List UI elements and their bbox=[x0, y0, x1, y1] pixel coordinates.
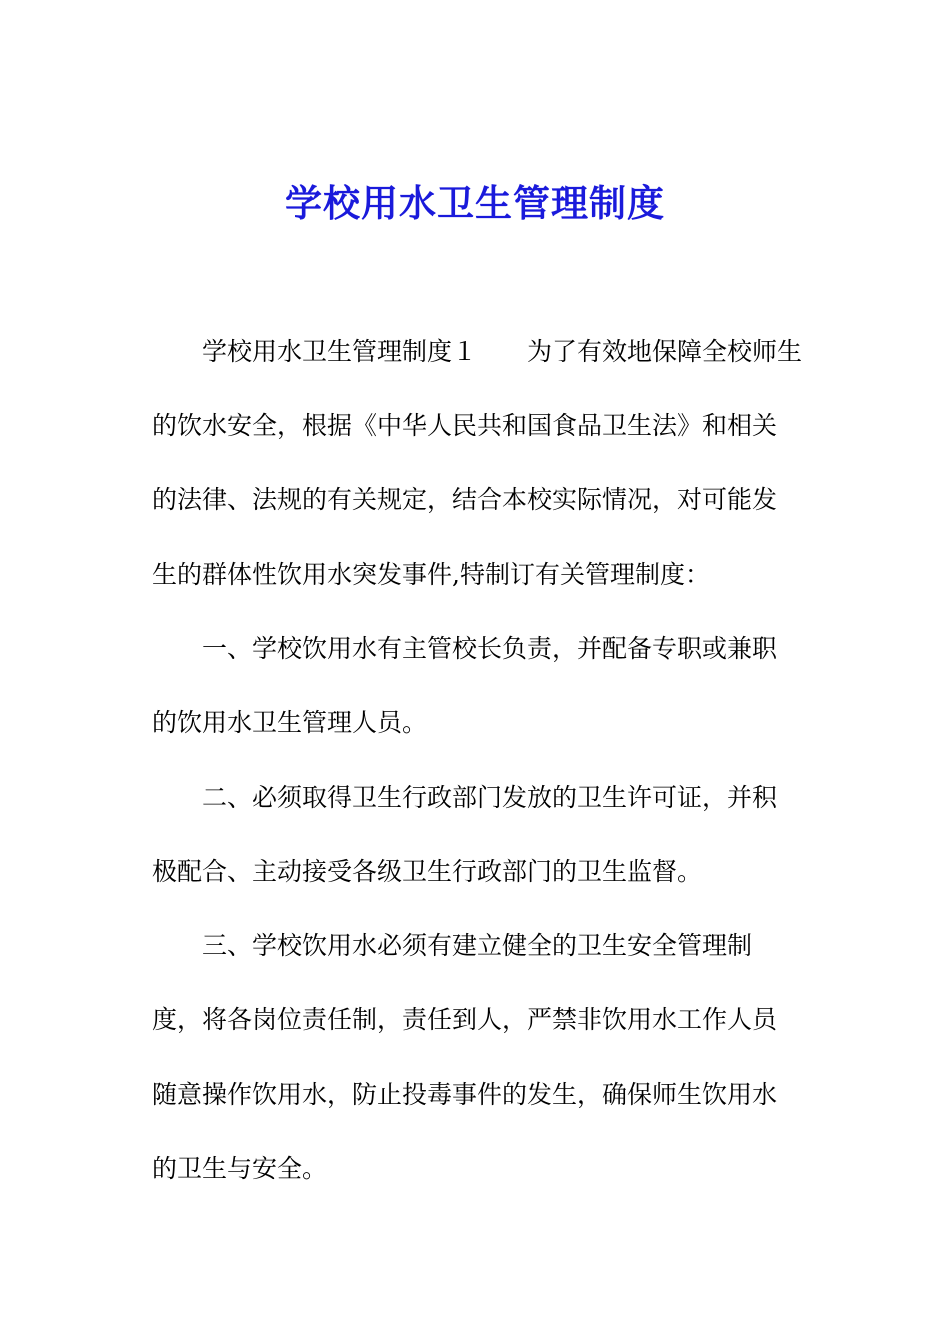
paragraph-line: 二、必须取得卫生行政部门发放的卫生许可证，并积 bbox=[202, 783, 778, 812]
paragraph-line: 的饮水安全，根据《中华人民共和国食品卫生法》和相关 bbox=[152, 411, 778, 440]
paragraph-line: 的卫生与安全。 bbox=[152, 1154, 328, 1183]
paragraph-line: 极配合、主动接受各级卫生行政部门的卫生监督。 bbox=[152, 857, 703, 886]
paragraph-line: 三、学校饮用水必须有建立健全的卫生安全管理制 bbox=[202, 931, 753, 960]
paragraph-line: 的饮用水卫生管理人员。 bbox=[152, 708, 428, 737]
paragraph-line: 一、学校饮用水有主管校长负责，并配备专职或兼职 bbox=[202, 634, 778, 663]
document-title: 学校用水卫生管理制度 bbox=[285, 181, 665, 225]
paragraph-line: 学校用水卫生管理制度１ 为了有效地保障全校师生 bbox=[202, 337, 803, 366]
paragraph-line: 生的群体性饮用水突发事件,特制订有关管理制度： bbox=[152, 560, 710, 589]
paragraph-line: 度，将各岗位责任制，责任到人，严禁非饮用水工作人员 bbox=[152, 1005, 778, 1034]
paragraph-line: 随意操作饮用水，防止投毒事件的发生，确保师生饮用水 bbox=[152, 1080, 778, 1109]
paragraph-line: 的法律、法规的有关规定，结合本校实际情况，对可能发 bbox=[152, 485, 778, 514]
